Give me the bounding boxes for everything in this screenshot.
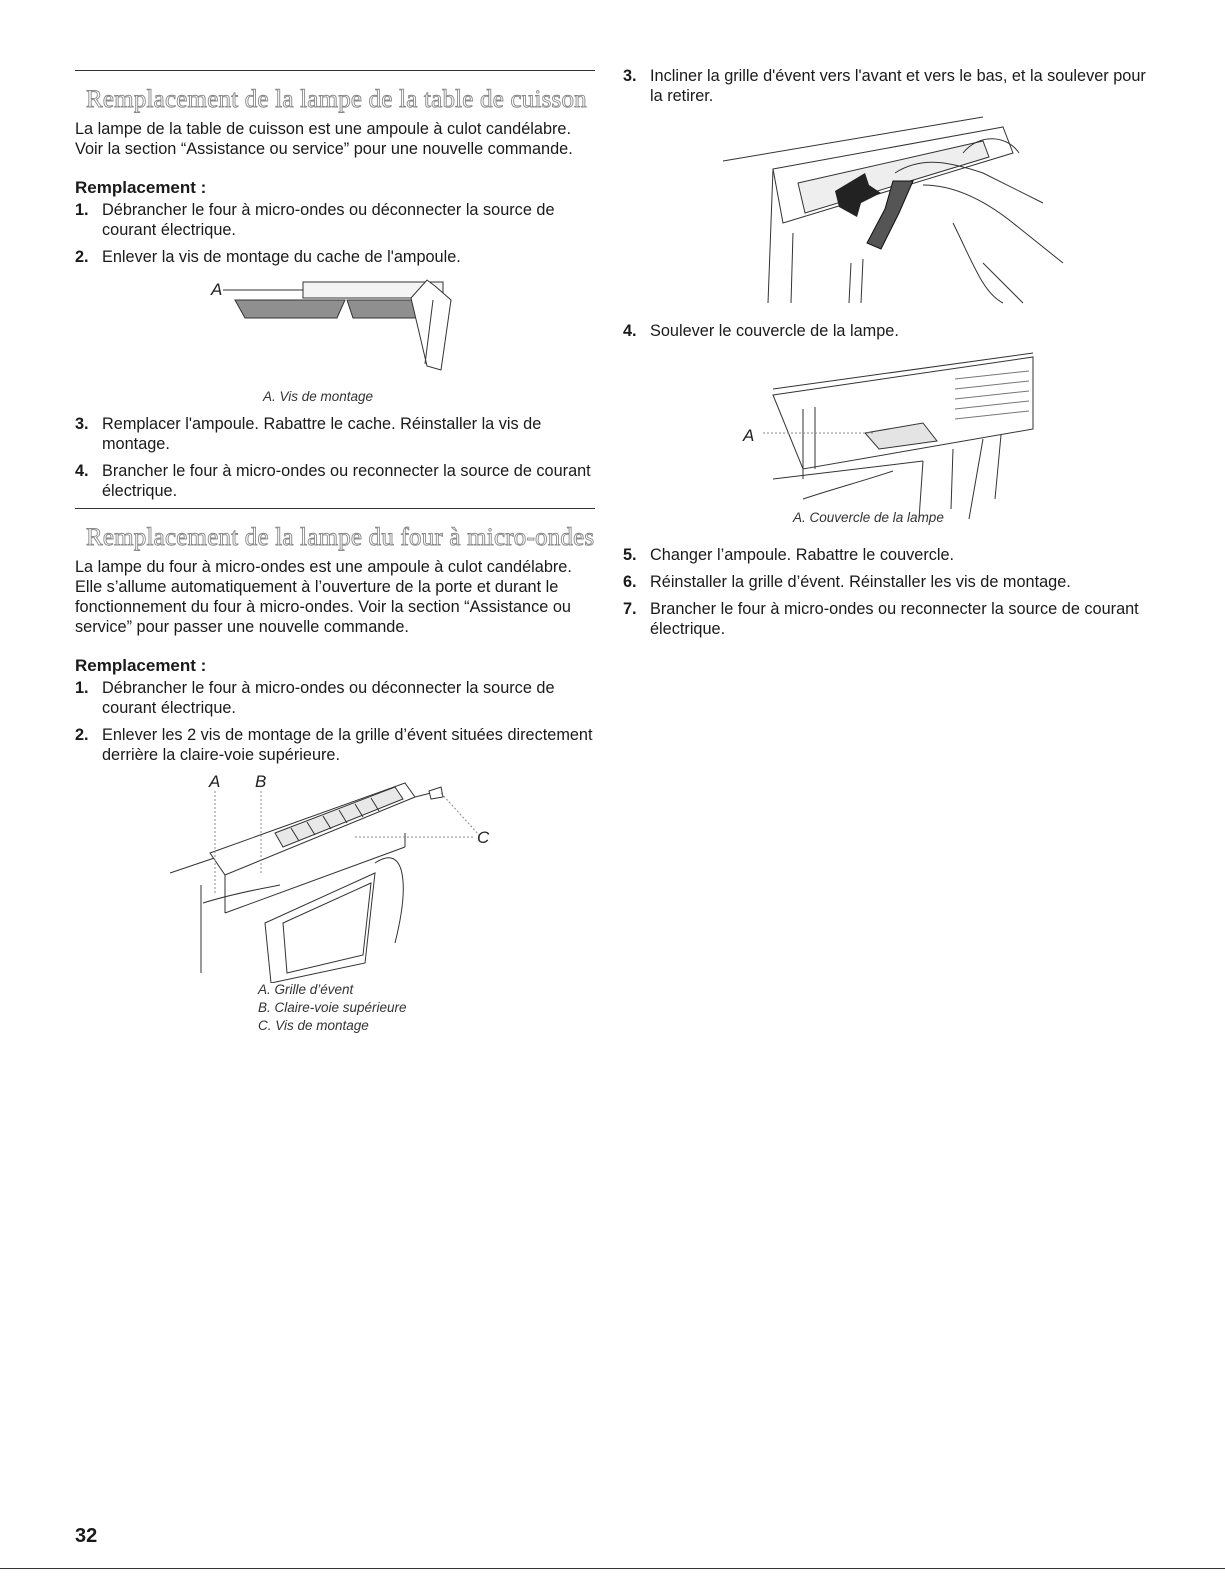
microwave-steps-list-continued bbox=[623, 321, 1153, 341]
caption-c: C. Vis de montage bbox=[258, 1018, 369, 1033]
page-number: 32 bbox=[75, 1525, 98, 1547]
figure-tilt-grille bbox=[623, 113, 1153, 313]
cooktop-steps-list-continued bbox=[75, 414, 595, 501]
cooktop-lamp-intro: La lampe de la table de cuisson est une ampoule à culot candélabre. Voir la section “Assistance ou service” pour une nouvelle commande. bbox=[75, 120, 573, 158]
vent-grille-illustration bbox=[75, 773, 595, 983]
step-item: 2. Enlever les 2 vis de montage de la grille d’évent situées directement derrière la claire-voie supérieure. bbox=[75, 726, 593, 764]
section-divider bbox=[75, 508, 595, 509]
figure-caption: A. Vis de montage bbox=[263, 389, 374, 404]
page-bottom-divider bbox=[0, 1568, 1225, 1569]
label-b: B bbox=[255, 773, 267, 791]
label-a: A bbox=[211, 280, 223, 299]
step-item: 6. Réinstaller la grille d’évent. Réinstaller les vis de montage. bbox=[623, 573, 1071, 591]
microwave-steps-list-final bbox=[623, 545, 1153, 639]
step-item: 5. Changer l’ampoule. Rabattre le couvercle. bbox=[623, 546, 955, 564]
replacement-subheading: Remplacement : bbox=[75, 656, 207, 675]
label-a: A bbox=[209, 773, 221, 791]
step-item: 1. Débrancher le four à micro-ondes ou déconnecter la source de courant électrique. bbox=[75, 679, 555, 717]
replacement-subheading: Remplacement : bbox=[75, 178, 207, 197]
microwave-steps-list-continued bbox=[623, 66, 1153, 106]
cooktop-steps-list bbox=[75, 200, 595, 267]
section-title-microwave-lamp: Remplacement de la lampe du four à micro-ondes bbox=[86, 524, 595, 551]
step-item: 2. Enlever la vis de montage du cache de l'ampoule. bbox=[75, 248, 461, 266]
step-item: 4. Brancher le four à micro-ondes ou reconnecter la source de courant électrique. bbox=[75, 462, 591, 500]
section-title-cooktop-lamp: Remplacement de la lampe de la table de cuisson bbox=[86, 86, 587, 113]
step-item: 3. Remplacer l'ampoule. Rabattre le cache. Réinstaller la vis de montage. bbox=[75, 415, 542, 453]
label-c: C bbox=[477, 828, 490, 847]
microwave-steps-list bbox=[75, 678, 595, 765]
figure-caption-list bbox=[258, 981, 407, 1035]
label-a: A bbox=[743, 426, 755, 445]
step-item: 1. Débrancher le four à micro-ondes ou déconnecter la source de courant électrique. bbox=[75, 201, 555, 239]
tilt-grille-illustration bbox=[623, 113, 1153, 313]
figure-vent-grille bbox=[75, 773, 595, 1048]
step-item: 3. Incliner la grille d'évent vers l'avant et vers le bas, et la soulever pour la retirer. bbox=[623, 67, 1146, 105]
figure-light-shield bbox=[75, 274, 595, 414]
microwave-lamp-intro: La lampe du four à micro-ondes est une ampoule à culot candélabre. Elle s’allume automatiquement à l’ouverture de la porte et durant le fonctionnement du four à micro-ondes. Voir la section “Assistance ou service” pour passer une nouvelle commande. bbox=[75, 558, 572, 636]
figure-caption: A. Couvercle de la lampe bbox=[793, 510, 944, 525]
step-item: 7. Brancher le four à micro-ondes ou reconnecter la source de courant électrique. bbox=[623, 600, 1139, 638]
light-shield-illustration bbox=[75, 274, 595, 394]
figure-lamp-cover bbox=[623, 349, 1153, 549]
caption-a: A. Grille d’évent bbox=[258, 982, 354, 997]
step-item: 4. Soulever le couvercle de la lampe. bbox=[623, 322, 899, 340]
section-divider bbox=[75, 70, 595, 71]
right-column bbox=[623, 66, 1153, 646]
caption-b: B. Claire-voie supérieure bbox=[258, 1000, 407, 1015]
left-column bbox=[75, 70, 595, 1048]
lamp-cover-illustration bbox=[623, 349, 1153, 529]
